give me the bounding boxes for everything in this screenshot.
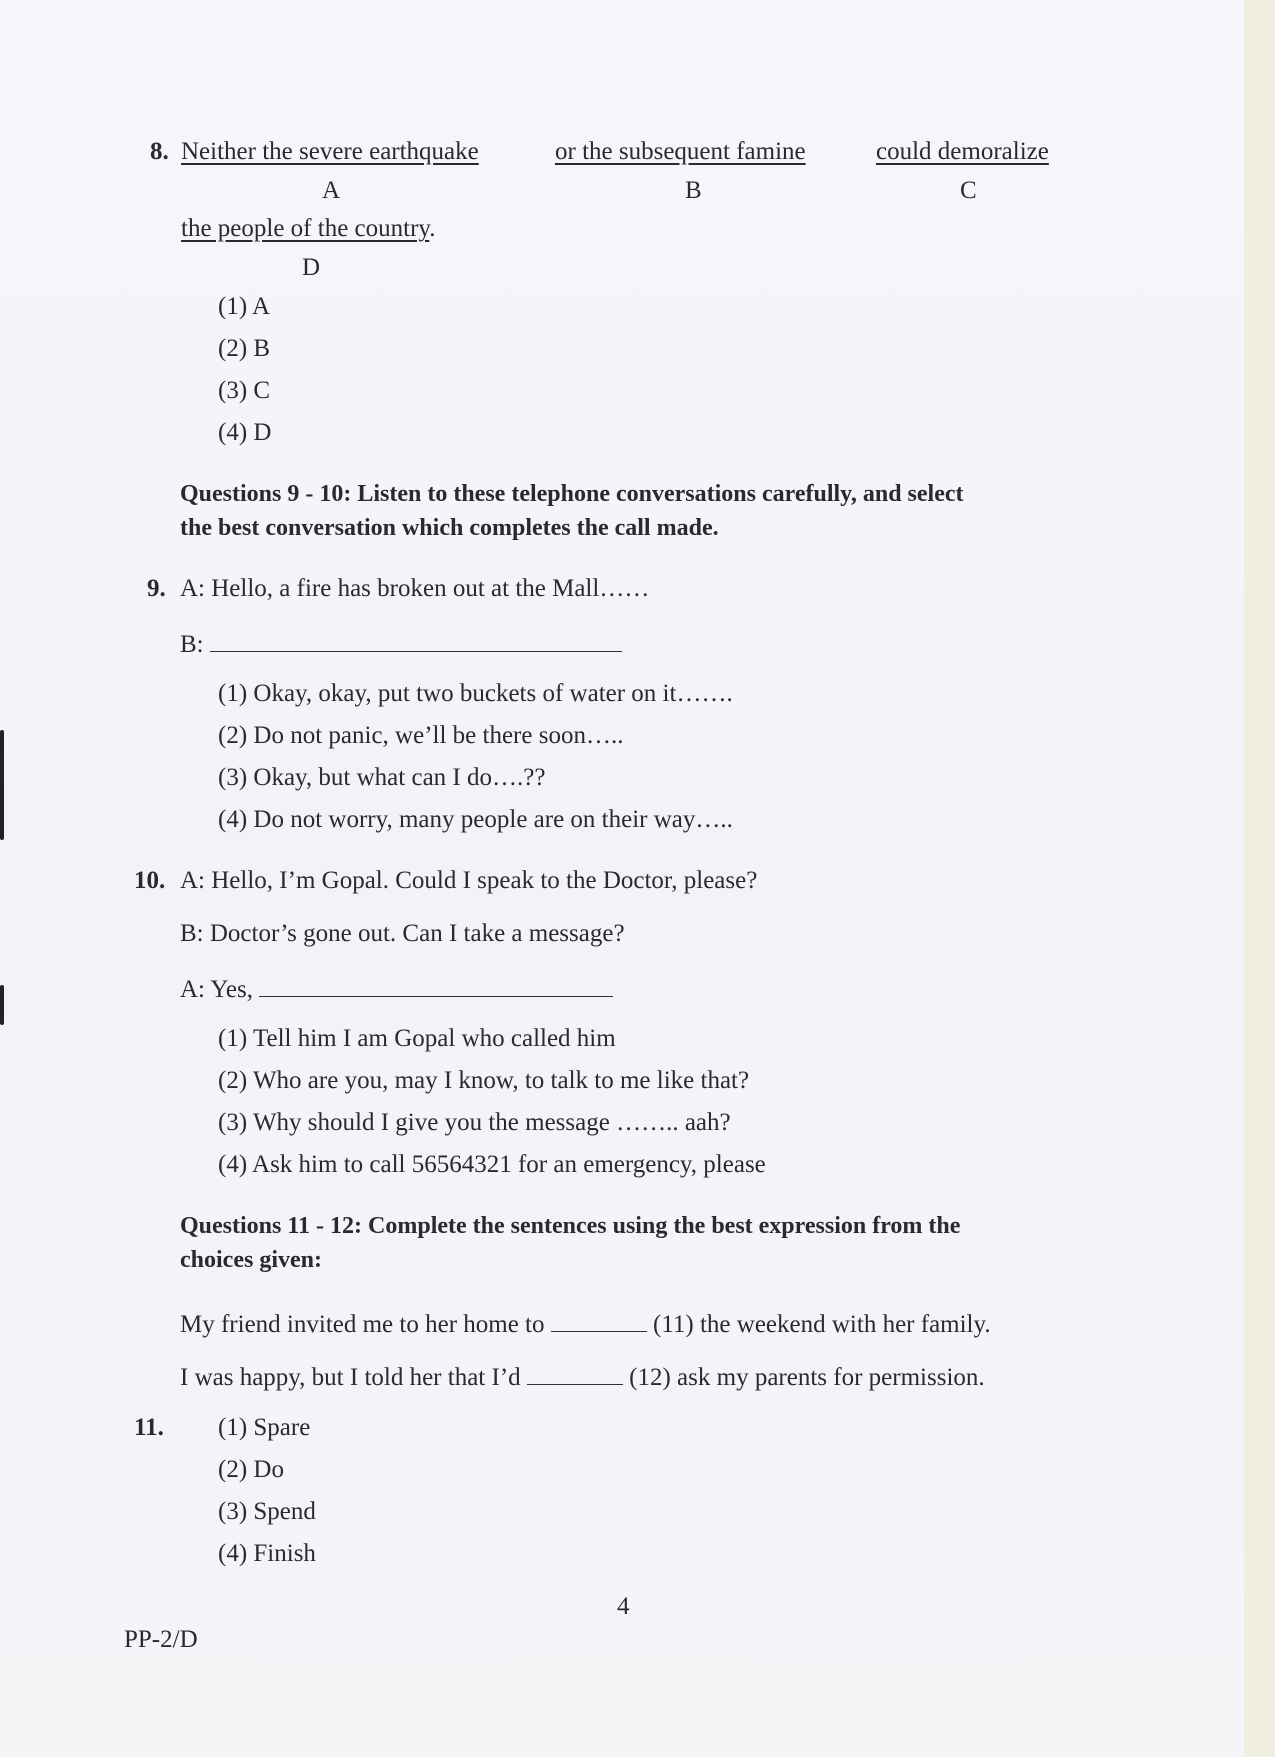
scan-margin-mark	[0, 985, 4, 1025]
segment-b: or the subsequent famine	[555, 138, 806, 165]
speaker-b-line: B: Doctor’s gone out. Can I take a message?	[180, 920, 625, 947]
question-number: 8.	[150, 138, 169, 165]
instruction-line-2: choices given:	[180, 1247, 322, 1273]
speaker-b-label: B:	[180, 631, 204, 658]
segment-d: the people of the country	[181, 215, 430, 242]
question-number: 10.	[134, 867, 166, 894]
option-3[interactable]: (3) C	[218, 377, 271, 404]
trailing-period: .	[429, 215, 436, 242]
instruction-line-1: Questions 11 - 12: Complete the sentences using the best expression from the	[180, 1213, 961, 1239]
option-3[interactable]: (3) Spend	[218, 1498, 316, 1525]
option-1[interactable]: (1) A	[218, 293, 271, 320]
sentence-2	[180, 1360, 985, 1393]
option-1[interactable]: (1) Spare	[218, 1414, 311, 1441]
question-number: 11.	[134, 1414, 164, 1441]
segment-b-label: B	[685, 177, 702, 204]
speaker-b-line	[180, 627, 622, 660]
page-edge	[1244, 0, 1275, 1757]
option-3[interactable]: (3) Okay, but what can I do….??	[218, 764, 546, 791]
instruction-line-2: the best conversation which completes the call made.	[180, 515, 719, 541]
option-1[interactable]: (1) Tell him I am Gopal who called him	[218, 1025, 616, 1052]
sentence-1-start: My friend invited me to her home to	[180, 1311, 545, 1338]
option-4[interactable]: (4) Ask him to call 56564321 for an emergency, please	[218, 1151, 766, 1178]
answer-blank	[259, 972, 613, 997]
sentence-2-start: I was happy, but I told her that I’d	[180, 1364, 521, 1391]
option-3[interactable]: (3) Why should I give you the message …….. aah?	[218, 1109, 731, 1136]
speaker-a-line: A: Hello, a fire has broken out at the Mall……	[180, 575, 650, 602]
answer-blank	[210, 627, 622, 652]
option-4[interactable]: (4) Do not worry, many people are on their way…..	[218, 806, 733, 833]
option-4[interactable]: (4) Finish	[218, 1540, 316, 1567]
sentence-2-end: (12) ask my parents for permission.	[629, 1364, 985, 1391]
option-4[interactable]: (4) D	[218, 419, 272, 446]
instruction-line-1: Questions 9 - 10: Listen to these telephone conversations carefully, and select	[180, 481, 964, 507]
scan-margin-mark	[0, 730, 4, 840]
option-2[interactable]: (2) Do not panic, we’ll be there soon…..	[218, 722, 624, 749]
segment-d-line	[181, 214, 436, 244]
option-1[interactable]: (1) Okay, okay, put two buckets of water on it…….	[218, 680, 733, 707]
question-number: 9.	[147, 575, 166, 602]
segment-a: Neither the severe earthquake	[181, 138, 479, 165]
paper-code: PP-2/D	[124, 1626, 198, 1653]
speaker-a-reply: A: Yes,	[180, 976, 253, 1003]
option-2[interactable]: (2) Who are you, may I know, to talk to me like that?	[218, 1067, 750, 1094]
speaker-a-line: A: Hello, I’m Gopal. Could I speak to the Doctor, please?	[180, 867, 758, 894]
blank-12	[527, 1360, 623, 1385]
segment-a-label: A	[322, 177, 341, 204]
option-2[interactable]: (2) B	[218, 335, 271, 362]
page-number: 4	[617, 1593, 630, 1620]
segment-c-label: C	[960, 177, 977, 204]
segment-d-label: D	[302, 254, 321, 281]
segment-c: could demoralize	[876, 138, 1049, 165]
blank-11	[551, 1307, 647, 1332]
sentence-1-end: (11) the weekend with her family.	[653, 1311, 991, 1338]
option-2[interactable]: (2) Do	[218, 1456, 284, 1483]
sentence-1	[180, 1307, 991, 1340]
speaker-a-reply-line	[180, 972, 613, 1005]
